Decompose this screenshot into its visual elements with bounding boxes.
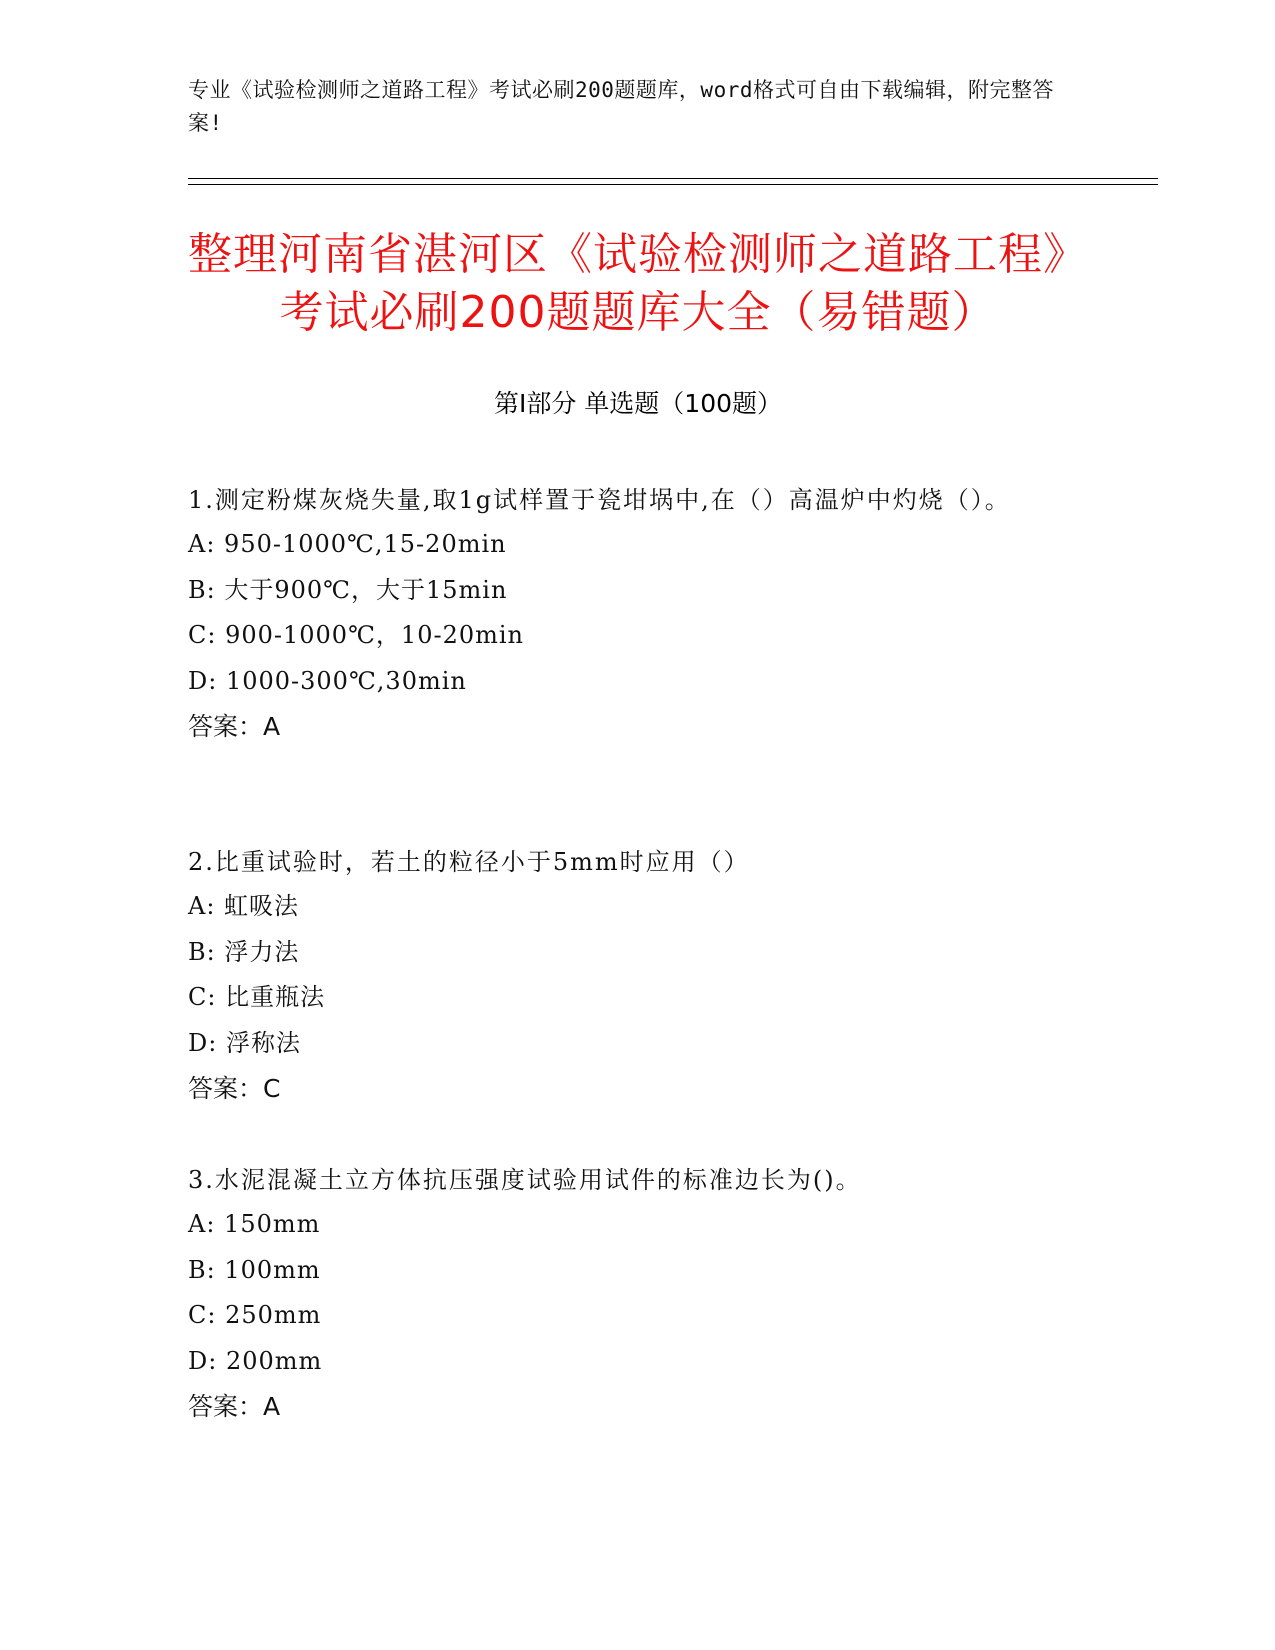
question-stem: 2.比重试验时，若土的粒径小于5mm时应用（） [188, 848, 750, 876]
answer: 答案：A [188, 712, 281, 741]
header-divider-bottom [188, 184, 1158, 185]
option-d: D: 浮称法 [188, 1028, 301, 1057]
option-c: C: 比重瓶法 [188, 983, 326, 1011]
document-title: 整理河南省湛河区《试验检测师之道路工程》考试必刷200题题库大全（易错题） [188, 229, 1088, 338]
question-stem: 1.测定粉煤灰烧失量,取1g试样置于瓷坩埚中,在（）高温炉中灼烧（）。 [188, 486, 1011, 514]
header-divider-top [188, 178, 1158, 179]
question-stem: 3.水泥混凝土立方体抗压强度试验用试件的标准边长为()。 [188, 1166, 862, 1194]
question-2 [188, 840, 1068, 1112]
option-a: A: 虹吸法 [188, 892, 300, 920]
option-c: C: 250mm [188, 1301, 322, 1329]
answer: 答案：C [188, 1074, 281, 1103]
option-c: C: 900-1000℃，10-20min [188, 621, 524, 649]
header-note: 专业《试验检测师之道路工程》考试必刷200题题库，word格式可自由下载编辑，附完整答案! [188, 78, 1054, 135]
option-b: B: 100mm [188, 1255, 321, 1284]
answer: 答案：A [188, 1392, 281, 1421]
option-d: D: 1000-300℃,30min [188, 666, 467, 695]
option-a: A: 950-1000℃,15-20min [188, 530, 507, 558]
option-b: B: 大于900℃，大于15min [188, 575, 508, 604]
option-b: B: 浮力法 [188, 937, 300, 966]
section-title: 第I部分 单选题（100题） [493, 389, 783, 418]
question-3 [188, 1158, 1068, 1430]
option-d: D: 200mm [188, 1346, 323, 1375]
question-1 [188, 478, 1068, 750]
option-a: A: 150mm [188, 1210, 321, 1238]
